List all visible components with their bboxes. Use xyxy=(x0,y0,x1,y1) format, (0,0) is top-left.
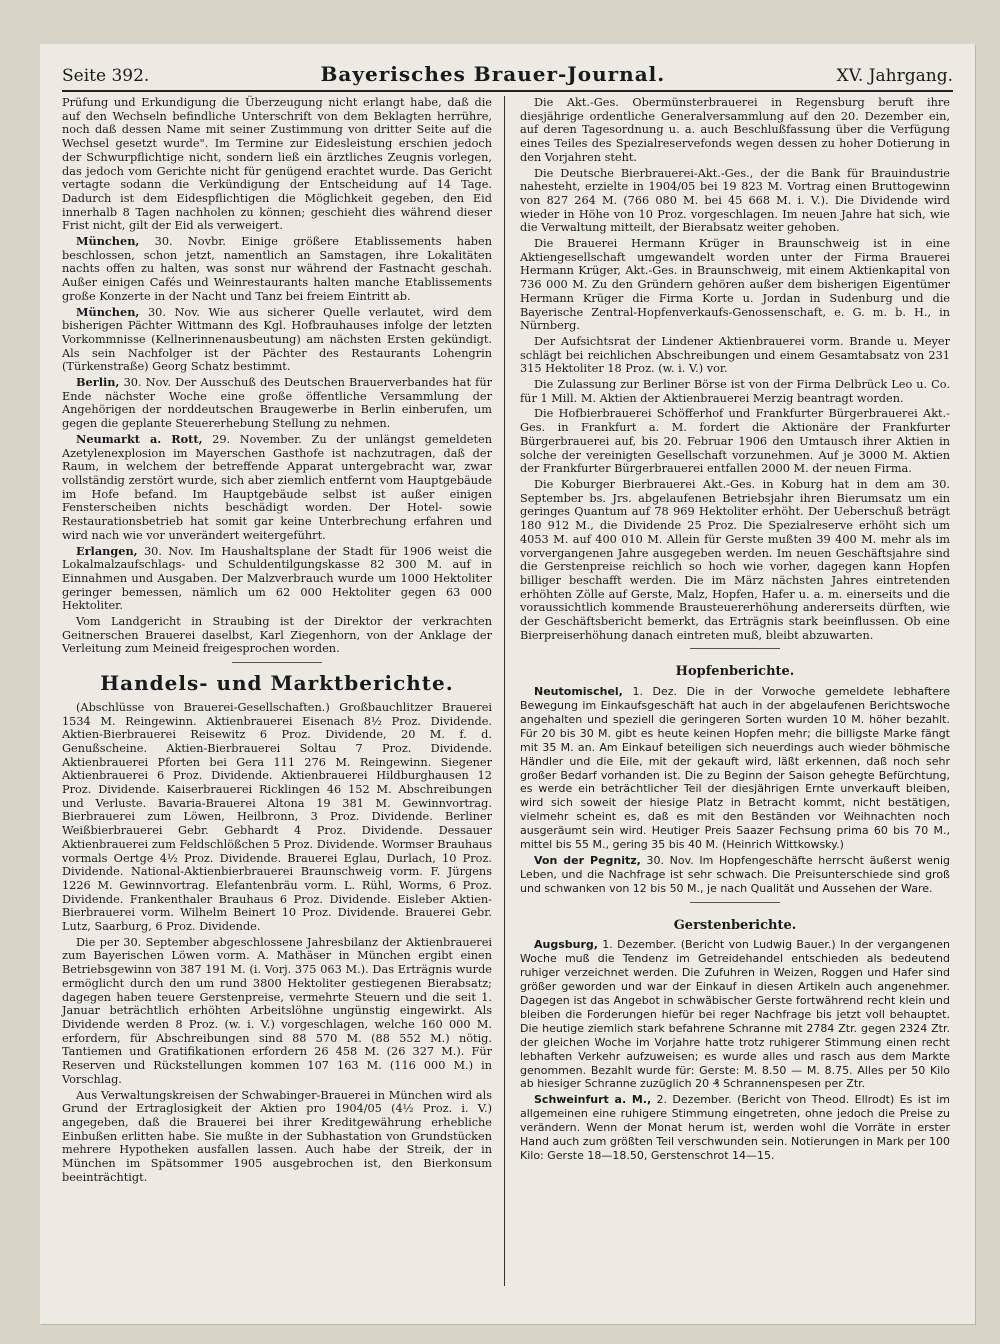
article-text: 1. Dez. Die in der Vorwoche gemeldete lebhaftere Bewegung im Einkaufsgeschäft hat auch in der abgelaufenen Berichtswoche angehalten und speziell die geringeren Sorten wurden 10 M. höher bezahlt. Für 20 bis 30 M. gibt es heute keinen Hopfen mehr; die billigste Marke fängt mit 35 M. an. Am Einkauf beteiligen sich neuerdings auch wieder böhmische Händler und die Eile, mit der gekauft wird, läßt erkennen, daß noch sehr großer Bedarf vorhanden ist. Die zu Beginn der Saison gehegte Befürchtung, es werde ein beträchtlicher Teil der diesjährigen Ernte unverkauft bleiben, wird sich soweit der hiesige Platz in Betracht kommt, nicht bestätigen, vielmehr scheint es, daß es mit den Beständen vor Weihnachten noch ausgeräumt sein wird. Heutiger Preis Saazer Fechsung prima 60 bis 70 M., mittel bis 55 M., gering 35 bis 40 M. (Heinrich Wittkowsky.) xyxy=(520,685,950,852)
article-paragraph: Die per 30. September abgeschlossene Jahresbilanz der Aktienbrauerei zum Bayerischen Löwen vorm. A. Mathäser in München ergibt einen Betriebsgewinn von 387 191 M. (i. Vorj. 375 063 M.). Das Erträgnis wurde ermöglicht durch den um rund 3800 Hektoliter gestiegenen Bierabsatz; dagegen haben teuere Gerstenpreise, vermehrte Steuern und die seit 1. Januar beträchtlich erhöhten Arbeitslöhne ungünstig eingewirkt. Als Dividende werden 8 Proz. (w. i. V.) vorgeschlagen, welche 160 000 M. erfordern, für Abschreibungen sind 88 570 M. (88 552 M.) nötig. Tantiemen und Gratifikationen erfordern 26 458 M. (26 327 M.). Für Reserven und Rückstellungen kommen 107 163 M. (116 000 M.) in Vorschlag. xyxy=(62,935,492,1086)
article-paragraph xyxy=(62,545,492,614)
article-paragraph: (Abschlüsse von Brauerei-Gesellschaften.) Großbauchlitzer Brauerei 1534 M. Reingewinn. Aktienbrauerei Eisenach 8½ Proz. Dividende. Aktien-Bierbrauerei Reisewitz 6 Proz. Dividende, 20 M. f. d. Genußscheine. Aktien-Bierbrauerei Soltau 7 Proz. Dividende. Aktienbrauerei Pforten bei Gera 111 276 M. Reingewinn. Siegener Aktienbrauerei 6 Proz. Dividende. Aktienbrauerei Hildburghausen 12 Proz. Dividende. Kaiserbrauerei Ricklingen 46 152 M. Abschreibungen und Verluste. Bavaria-Brauerei Altona 19 381 M. Gewinnvortrag. Bierbrauerei zum Löwen, Heilbronn, 3 Proz. Dividende. Berliner Weißbierbrauerei Gebr. Gebhardt 4 Proz. Dividende. Dessauer Aktienbrauerei zum Feldschlößchen 5 Proz. Dividende. Wormser Brauhaus vormals Oertge 4½ Proz. Dividende. Brauerei Eglau, Durlach, 10 Proz. Dividende. National-Aktienbierbrauerei Braunschweig vorm. F. Jürgens 1226 M. Gewinnvortrag. Elefantenbräu vorm. L. Rühl, Worms, 6 Proz. Dividende. Frankenthaler Brauhaus 6 Proz. Dividende. Eisleber Aktien-Bierbrauerei vorm. Wilhelm Beinert 10 Proz. Dividende. Brauerei Gebr. Lutz, Saarburg, 6 Proz. Dividende. xyxy=(62,700,492,934)
article-text: 2. Dezember. (Bericht von Theod. Ellrodt) Es ist im allgemeinen eine ruhigere Stimmung eingetreten, ohne jedoch die Preise zu verändern. Wenn der Monat herum ist, werden wohl die Vorräte in erster Hand auch zum größten Teil verschwunden sein. Notierungen in Mark per 100 Kilo: Gerste 18—18.50, Gerstenschrot 14—15. xyxy=(520,1093,950,1163)
article-paragraph xyxy=(62,433,492,543)
section-title: Handels- und Marktberichte. xyxy=(100,671,454,696)
article-paragraph: Aus Verwaltungskreisen der Schwabinger-Brauerei in München wird als Grund der Ertraglosigkeit der Aktien pro 1904/05 (4½ Proz. i. V.) angegeben, daß die Brauerei bei ihrer Kreditgewährung erhebliche Einbußen erlitten habe. Sie mußte in der Subhastation von Grundstücken mehrere Hypotheken ausfallen lassen. Auch habe der Streik, der in München im Spätsommer 1905 ausgebrochen ist, den Bierkonsum beeinträchtigt. xyxy=(62,1088,492,1184)
dateline: Erlangen, xyxy=(76,543,138,558)
page-number: Seite 392. xyxy=(62,66,150,86)
dateline: Neutomischel, xyxy=(534,685,623,699)
dateline: München, xyxy=(76,234,140,249)
article-text: 1. Dezember. (Bericht von Ludwig Bauer.) In der vergangenen Woche muß die Tendenz im Getreidehandel entschieden als bedeutend ruhiger verzeichnet werden. Die Zufuhren in Weizen, Roggen und Hafer sind größer geworden und war der Einkauf in diesen Artikeln auch angenehmer. Dagegen ist das Angebot in schwäbischer Gerste fortwährend recht klein und bleiben die Forderungen hiefür bei reger Nachfrage bis jetzt voll behauptet. Die heutige ziemlich stark befahrene Schranne mit 2784 Ztr. gegen 2324 Ztr. der gleichen Woche im Vorjahre hatte trotz ruhigerer Stimmung einen recht lebhaften Verkehr aufzuweisen; es wurde alles und rasch aus dem Markte genommen. Bezahlt wurde für: Gerste: M. 8.50 — M. 8.75. Alles per 50 Kilo ab hiesiger Schranne zuzüglich 20 ₰ Schrannenspesen per Ztr. xyxy=(520,938,950,1091)
article-text: 30. Novbr. Einige größere Etablissements haben beschlossen, schon jetzt, namentlich an Samstagen, ihre Lokalitäten nachts offen zu halten, was sonst nur während der Fastnacht geschah. Außer einigen Cafés und Weinrestaurants halten manche Etablissements große Konzerte in der Nacht und Tanz bei freiem Eintritt ab. xyxy=(62,235,492,303)
dateline: Berlin, xyxy=(76,375,120,390)
article-paragraph: Die Hofbierbrauerei Schöfferhof und Frankfurter Bürgerbrauerei Akt.-Ges. in Frankfurt a. M. fordert die Aktionäre der Frankfurter Bürgerbrauerei auf, bis 20. Februar 1906 den Umtausch ihrer Aktien in solche der vereinigten Gesellschaft vorzunehmen. Auf je 3000 M. Aktien der Frankfurter Bürgerbrauerei entfallen 2000 M. der neuen Firma. xyxy=(520,407,950,476)
page-header xyxy=(62,58,953,92)
article-paragraph: Vom Landgericht in Straubing ist der Direktor der verkrachten Geitnerschen Brauerei daselbst, Karl Ziegenhorn, von der Anklage der Verleitung zum Meineid freigesprochen worden. xyxy=(62,615,492,656)
column-divider xyxy=(504,96,505,1286)
section-rule xyxy=(690,902,780,903)
article-paragraph: Die Akt.-Ges. Obermünsterbrauerei in Regensburg beruft ihre diesjährige ordentliche Generalversammlung auf den 20. Dezember ein, auf deren Tagesordnung u. a. auch Beschlußfassung über die Verfügung eines Teiles des Spezialreservefonds wegen dessen zu hoher Dotierung in den Vorjahren steht. xyxy=(520,96,950,164)
dateline: München, xyxy=(76,304,140,319)
article-paragraph: Die Deutsche Bierbrauerei-Akt.-Ges., der die Bank für Brauindustrie nahesteht, erzielte in 1904/05 bei 19 823 M. Vortrag einen Bruttogewinn von 827 264 M. (766 080 M. bei 45 668 M. i. V.). Die Dividende wird wieder in Höhe von 10 Proz. vorgeschlagen. Im neuen Jahre hat sich, wie die Verwaltung mitteilt, der Bierabsatz weiter gehoben. xyxy=(520,166,950,235)
article-paragraph xyxy=(520,1093,950,1163)
article-paragraph: Die Brauerei Hermann Krüger in Braunschweig ist in eine Aktiengesellschaft umgewandelt worden unter der Firma Brauerei Hermann Krüger, Akt.-Ges. in Braunschweig, mit einem Aktienkapital von 736 000 M. Zu den Gründern gehören außer dem bisherigen Eigentümer Hermann Krüger die Firma Korte u. Jordan in Sudenburg und die Bayerische Zentral-Hopfenverkaufs-Genossenschaft, e. G. m. b. H., in Nürnberg. xyxy=(520,237,950,333)
article-text: 30. Nov. Der Ausschuß des Deutschen Brauerverbandes hat für Ende nächster Woche eine große öffentliche Versammlung der Angehörigen der norddeutschen Braugewerbe in Berlin einberufen, um gegen die geplante Steuererhebung Stellung zu nehmen. xyxy=(62,376,492,431)
article-paragraph xyxy=(520,685,950,852)
article-paragraph xyxy=(520,938,950,1091)
right-column xyxy=(520,96,950,1165)
section-rule xyxy=(232,662,322,663)
article-paragraph xyxy=(62,306,492,375)
article-text: 30. Nov. Im Hopfengeschäfte herrscht äußerst wenig Leben, und die Nachfrage ist sehr schwach. Die Preisunterschiede sind groß und schwanken von 12 bis 50 M., je nach Qualität und Aussehen der Ware. xyxy=(520,854,950,895)
dateline: Schweinfurt a. M., xyxy=(534,1093,652,1107)
section-rule xyxy=(690,648,780,649)
barley-section-title: Gerstenberichte. xyxy=(673,917,797,933)
article-paragraph xyxy=(62,376,492,431)
dateline: Von der Pegnitz, xyxy=(534,854,641,867)
dateline: Augsburg, xyxy=(534,938,598,952)
article-paragraph: Die Koburger Bierbrauerei Akt.-Ges. in Koburg hat in dem am 30. September bs. Jrs. abgelaufenen Betriebsjahr ihren Bierumsatz um ein geringes Quantum auf 78 969 Hektoliter erhöht. Der Ueberschuß beträgt 180 912 M., die Dividende 25 Proz. Die Spezialreserve erhöht sich um 4053 M. auf 400 010 M. Allein für Gerste mußten 39 400 M. mehr als im vorvergangenen Jahre ausgegeben werden. Im neuen Geschäftsjahre sind die Gerstenpreise reichlich so hoch wie vorher, dagegen kann Hopfen billiger beschafft werden. Die im März nächsten Jahres eintretenden erhöhten Zölle auf Gerste, Malz, Hopfen, Hafer u. a. m. einerseits und die voraussichtlich kommende Brausteuererhöhung andererseits dürften, wie der Geschäftsbericht bemerkt, das Erträgnis stark beeinflussen. Ob eine Bierpreiserhöhung danach eintreten muß, bleibt abzuwarten. xyxy=(520,477,950,642)
article-paragraph xyxy=(520,854,950,896)
article-text: 29. November. Zu der unlängst gemeldeten Azetylenexplosion im Mayerschen Gasthofe ist nachzutragen, daß der Raum, in welchem der betreffende Apparat untergebracht war, zwar vollständig zerstört wurde, sich aber ziemlich entfernt vom Hauptgebäude im Hofe befand. Im Hauptgebäude selbst ist außer einigen Fensterscheiben nichts beschädigt worden. Der Hotel- sowie Restaurationsbetrieb hat somit gar keine Unterbrechung erfahren und wird nach wie vor unverändert weitergeführt. xyxy=(62,432,492,542)
volume-year: XV. Jahrgang. xyxy=(836,66,953,86)
article-text: 30. Nov. Im Haushaltsplane der Stadt für 1906 weist die Lokalmalzaufschlags- und Schuldentilgungskasse 82 300 M. auf in Einnahmen und Ausgaben. Der Malzverbrauch wurde um 1000 Hektoliter geringer bemessen, nämlich um 62 000 Hektoliter gegen 63 000 Hektoliter. xyxy=(62,544,492,613)
article-paragraph: Prüfung und Erkundigung die Überzeugung nicht erlangt habe, daß die auf den Wechseln befindliche Unterschrift von dem Beklagten herrühre, noch daß dessen Name mit seiner Zustimmung von dritter Seite auf die Wechsel gesetzt wurde". Im Termine zur Eidesleistung erschien jedoch der Schwurpflichtige nicht, sondern ließ ein ärztliches Zeugnis vorlegen, das jedoch vom Gerichte nicht für genügend erachtet wurde. Das Gericht vertagte sodann die Verkündigung der Entscheidung auf 14 Tage. Dadurch ist dem Eidespflichtigen die Möglichkeit gegeben, den Eid innerhalb 8 Tagen nachholen zu können; geschieht dies während dieser Frist nicht, gilt der Eid als verweigert. xyxy=(62,96,492,233)
newspaper-page xyxy=(40,44,975,1324)
article-paragraph xyxy=(62,235,492,304)
journal-title: Bayerisches Brauer-Journal. xyxy=(320,62,666,86)
article-text: 30. Nov. Wie aus sicherer Quelle verlautet, wird dem bisherigen Pächter Wittmann des Kgl. Hofbrauhauses infolge der letzten Vorkommnisse (Kellnerinnenausbeutung) am nächsten Ersten gekündigt. Als sein Nachfolger ist der Pächter des Restaurants Lohengrin (Türkenstraße) Georg Schatz bestimmt. xyxy=(62,305,492,374)
dateline: Neumarkt a. Rott, xyxy=(76,431,203,446)
article-paragraph: Die Zulassung zur Berliner Börse ist von der Firma Delbrück Leo u. Co. für 1 Mill. M. Aktien der Aktienbrauerei Merzig beantragt worden. xyxy=(520,378,950,405)
left-column xyxy=(62,96,492,1186)
article-paragraph: Der Aufsichtsrat der Lindener Aktienbrauerei vorm. Brande u. Meyer schlägt bei reichlichen Abschreibungen und einem Gesamtabsatz von 231 315 Hektoliter 18 Proz. (w. i. V.) vor. xyxy=(520,334,950,376)
hops-section-title: Hopfenberichte. xyxy=(675,664,795,680)
